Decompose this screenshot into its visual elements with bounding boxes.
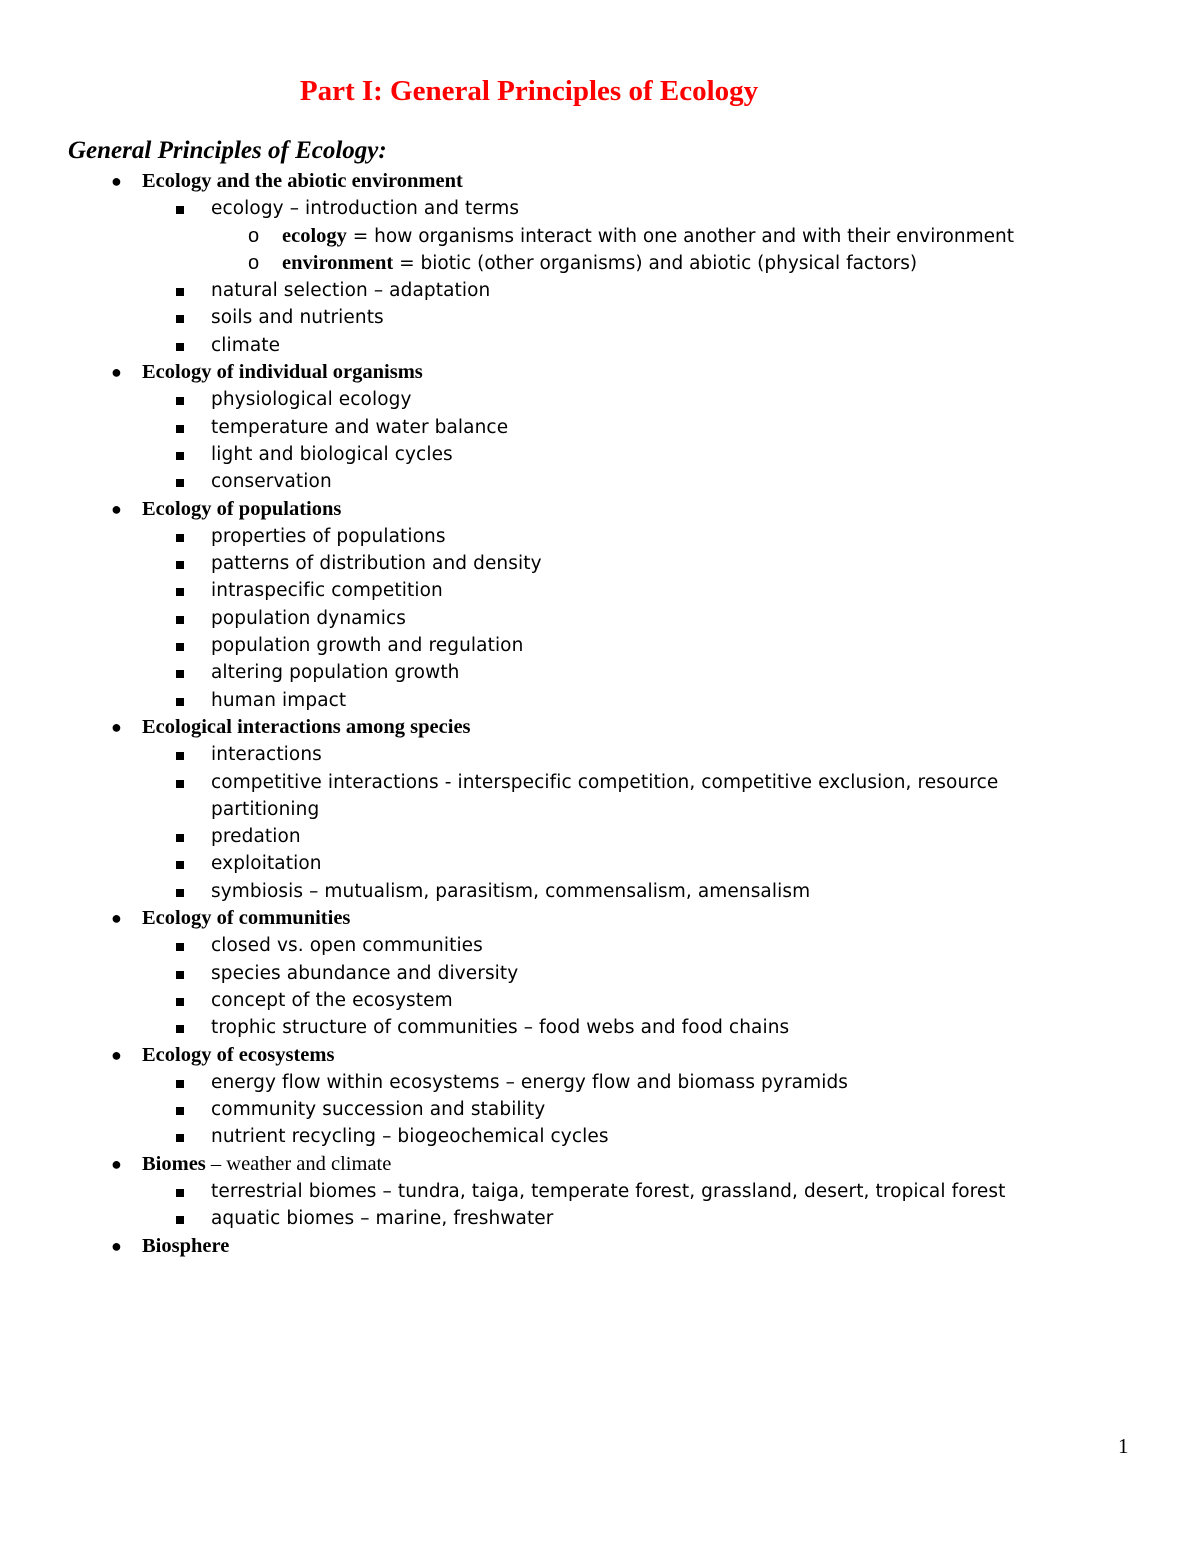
item-text: trophic structure of communities – food webs and food chains	[211, 1017, 790, 1039]
outline-heading	[0, 496, 1200, 523]
square-bullet-icon	[176, 670, 184, 678]
outline-item	[0, 769, 1200, 824]
heading-text: Ecology of ecosystems	[142, 1043, 335, 1066]
square-bullet-icon	[176, 561, 184, 569]
outline-item	[0, 741, 1200, 768]
square-bullet-icon	[176, 998, 184, 1006]
square-bullet-icon	[176, 752, 184, 760]
square-bullet-icon	[176, 425, 184, 433]
item-text: soils and nutrients	[211, 307, 384, 329]
item-text: symbiosis – mutualism, parasitism, commensalism, amensalism	[211, 880, 811, 902]
square-bullet-icon	[176, 971, 184, 979]
outline-item	[0, 1069, 1200, 1096]
item-text: natural selection – adaptation	[211, 280, 491, 302]
item-text: energy flow within ecosystems – energy flow and biomass pyramids	[211, 1071, 849, 1093]
item-text: species abundance and diversity	[211, 962, 519, 984]
item-text: community succession and stability	[211, 1099, 546, 1121]
outline-item	[0, 1205, 1200, 1232]
item-text: aquatic biomes – marine, freshwater	[211, 1208, 554, 1230]
item-text: concept of the ecosystem	[211, 989, 453, 1011]
outline-item	[0, 1178, 1200, 1205]
item-text: properties of populations	[211, 525, 446, 547]
outline-heading	[0, 1042, 1200, 1069]
square-bullet-icon	[176, 943, 184, 951]
outline-item	[0, 386, 1200, 413]
outline-item	[0, 878, 1200, 905]
subitem-term: environment	[282, 251, 394, 274]
topic-outline	[0, 168, 1200, 1260]
square-bullet-icon	[176, 616, 184, 624]
outline-item	[0, 550, 1200, 577]
outline-item	[0, 1123, 1200, 1150]
item-text: population dynamics	[211, 607, 406, 629]
item-text: altering population growth	[211, 662, 460, 684]
item-text: human impact	[211, 689, 347, 711]
outline-item	[0, 414, 1200, 441]
item-text: predation	[211, 826, 301, 848]
square-bullet-icon	[176, 889, 184, 897]
item-text: nutrient recycling – biogeochemical cycles	[211, 1126, 609, 1148]
outline-item	[0, 687, 1200, 714]
page-title: Part I: General Principles of Ecology	[299, 75, 759, 107]
item-text: exploitation	[211, 853, 322, 875]
square-bullet-icon	[176, 1025, 184, 1033]
square-bullet-icon	[176, 479, 184, 487]
outline-subitem	[0, 250, 1200, 277]
outline-item	[0, 823, 1200, 850]
disc-bullet-icon: ●	[111, 908, 122, 929]
subitem-text: = biotic (other organisms) and abiotic (physical factors)	[393, 252, 918, 274]
square-bullet-icon	[176, 1189, 184, 1197]
outline-item	[0, 987, 1200, 1014]
subitem-text: = how organisms interact with one another and with their environment	[346, 225, 1014, 247]
heading-rest-text: – weather and climate	[205, 1152, 392, 1175]
square-bullet-icon	[176, 288, 184, 296]
square-bullet-icon	[176, 343, 184, 351]
heading-text: Ecology of populations	[142, 497, 342, 520]
outline-heading	[0, 168, 1200, 195]
item-text: physiological ecology	[211, 389, 412, 411]
item-text: closed vs. open communities	[211, 935, 483, 957]
heading-text: Ecology and the abiotic environment	[142, 170, 463, 192]
outline-item	[0, 523, 1200, 550]
disc-bullet-icon: ●	[111, 716, 122, 737]
square-bullet-icon	[176, 698, 184, 706]
item-text: climate	[211, 334, 281, 356]
disc-bullet-icon: ●	[111, 362, 122, 383]
item-text: interactions	[211, 744, 322, 766]
outline-heading	[0, 905, 1200, 932]
disc-bullet-icon: ●	[111, 498, 122, 519]
item-text: terrestrial biomes – tundra, taiga, temperate forest, grassland, desert, tropical forest	[211, 1180, 1006, 1202]
disc-bullet-icon: ●	[111, 1153, 122, 1174]
item-text: competitive interactions - interspecific competition, competitive exclusion, resource partitioning	[211, 771, 999, 820]
outline-item	[0, 195, 1200, 222]
outline-item	[0, 468, 1200, 495]
subitem-term: ecology	[282, 224, 347, 247]
outline-item	[0, 1096, 1200, 1123]
item-text: population growth and regulation	[211, 635, 524, 657]
outline-item	[0, 960, 1200, 987]
outline-item	[0, 577, 1200, 604]
item-text: patterns of distribution and density	[211, 553, 542, 575]
heading-text: Biomes	[142, 1152, 206, 1175]
outline-item	[0, 659, 1200, 686]
section-subtitle: General Principles of Ecology:	[68, 137, 387, 164]
outline-item	[0, 441, 1200, 468]
circle-bullet-icon: o	[248, 224, 260, 247]
square-bullet-icon	[176, 588, 184, 596]
item-text: intraspecific competition	[211, 580, 443, 602]
square-bullet-icon	[176, 1134, 184, 1142]
outline-item	[0, 332, 1200, 359]
outline-item	[0, 605, 1200, 632]
page-number: 1	[1118, 1434, 1129, 1458]
outline-heading	[0, 1151, 1200, 1178]
item-text: ecology – introduction and terms	[211, 198, 520, 220]
outline-item	[0, 850, 1200, 877]
disc-bullet-icon: ●	[111, 171, 122, 191]
heading-text: Ecology of communities	[142, 907, 351, 930]
disc-bullet-icon: ●	[111, 1235, 122, 1256]
square-bullet-icon	[176, 861, 184, 869]
square-bullet-icon	[176, 1107, 184, 1115]
item-text: light and biological cycles	[211, 443, 453, 465]
disc-bullet-icon: ●	[111, 1044, 122, 1065]
square-bullet-icon	[176, 206, 184, 214]
square-bullet-icon	[176, 1080, 184, 1088]
heading-text: Ecology of individual organisms	[142, 361, 423, 384]
outline-item	[0, 1014, 1200, 1041]
square-bullet-icon	[176, 315, 184, 323]
square-bullet-icon	[176, 452, 184, 460]
item-text: conservation	[211, 471, 332, 493]
square-bullet-icon	[176, 780, 184, 788]
square-bullet-icon	[176, 397, 184, 405]
square-bullet-icon	[176, 534, 184, 542]
outline-item	[0, 932, 1200, 959]
heading-text: Biosphere	[142, 1234, 230, 1257]
outline-item	[0, 277, 1200, 304]
outline-heading	[0, 1233, 1200, 1260]
square-bullet-icon	[176, 1216, 184, 1224]
square-bullet-icon	[176, 834, 184, 842]
item-text: temperature and water balance	[211, 416, 509, 438]
outline-heading	[0, 714, 1200, 741]
outline-item	[0, 304, 1200, 331]
outline-item	[0, 632, 1200, 659]
circle-bullet-icon: o	[248, 251, 260, 274]
heading-text: Ecological interactions among species	[142, 715, 471, 738]
outline-subitem	[0, 223, 1200, 250]
square-bullet-icon	[176, 643, 184, 651]
outline-heading	[0, 359, 1200, 386]
